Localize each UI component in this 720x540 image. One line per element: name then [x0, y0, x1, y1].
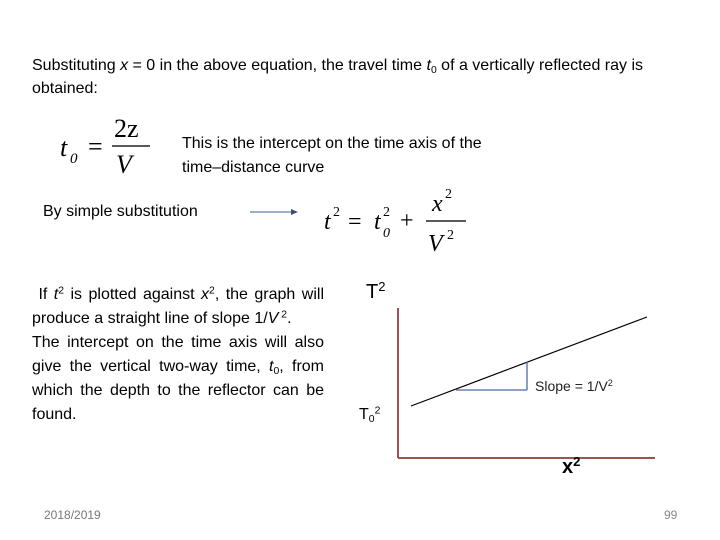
- eq2-t0-exp: 2: [383, 205, 390, 220]
- eq2-denominator-exp: 2: [447, 228, 454, 243]
- para-slope-a: 1/: [254, 310, 268, 327]
- para-var-t0: t: [269, 358, 274, 375]
- explanation-paragraph: [32, 283, 324, 427]
- eq2-plus: +: [400, 208, 414, 234]
- intro-var-x: x: [120, 57, 129, 74]
- arrow-icon: [250, 207, 298, 217]
- eq2-t-exp: 2: [333, 205, 340, 220]
- substitution-label: By simple substitution: [43, 203, 198, 220]
- intro-sub-0: 0: [430, 65, 437, 77]
- para-t-exp: 2: [58, 285, 65, 297]
- eq2-equals: =: [348, 209, 362, 235]
- para-t0-sub: 0: [273, 366, 280, 378]
- eq1-lhs-sub: 0: [70, 151, 78, 167]
- time-distance-graph: [355, 280, 675, 480]
- slope-label: Slope = $1/V^2$: [535, 378, 613, 394]
- para-s1a: If: [38, 286, 54, 303]
- intro-part3: of a vertically reflected ray is obtained:: [32, 57, 644, 97]
- para-var-x: x: [201, 286, 210, 303]
- explanation-line-1: [32, 283, 324, 331]
- eq2-numerator-exp: 2: [445, 187, 452, 202]
- intercept-label: $T_0^2$: [359, 405, 381, 426]
- para-s3: , from which the depth to the reflector can be found.: [32, 358, 324, 423]
- para-s2: The intercept on the time axis will also give the vertical two-way time,: [32, 334, 324, 375]
- intro-var-t: t: [426, 57, 431, 74]
- eq2-numerator: x: [432, 191, 443, 217]
- para-slope-v: V: [267, 310, 279, 327]
- page-number: 99: [664, 508, 678, 522]
- equation-t-squared: [320, 183, 470, 258]
- para-slope-end: .: [287, 310, 292, 327]
- eq2-t0: t: [374, 209, 381, 235]
- para-s1c: , the graph will produce a straight line of slope: [32, 286, 324, 327]
- eq2-t: t: [324, 209, 331, 235]
- y-axis-label: $T^2$: [366, 278, 386, 303]
- eq1-equals: =: [88, 132, 103, 161]
- eq2-denominator: V: [428, 231, 443, 257]
- footer-date: 2018/2019: [44, 508, 101, 522]
- equation-t0: [58, 113, 158, 179]
- x-axis-label: $x^2$: [562, 453, 581, 478]
- eq2-t0-sub: 0: [383, 226, 390, 241]
- eq1-denominator: V: [116, 150, 132, 179]
- eq1-numerator: 2z: [114, 114, 139, 143]
- para-var-t: t: [53, 286, 59, 303]
- para-s1b: is plotted against: [64, 286, 202, 303]
- intercept-note: This is the intercept on the time axis of the time–distance curve: [182, 135, 482, 176]
- intro-part1: Substituting: [32, 57, 121, 74]
- intro-text: [32, 54, 652, 100]
- explanation-line-2: [32, 331, 324, 427]
- intro-part2: = 0 in the above equation, the travel time: [128, 57, 427, 74]
- para-slope-exp: 2: [278, 309, 288, 321]
- eq1-lhs: t: [60, 133, 68, 162]
- para-x-exp: 2: [209, 285, 215, 297]
